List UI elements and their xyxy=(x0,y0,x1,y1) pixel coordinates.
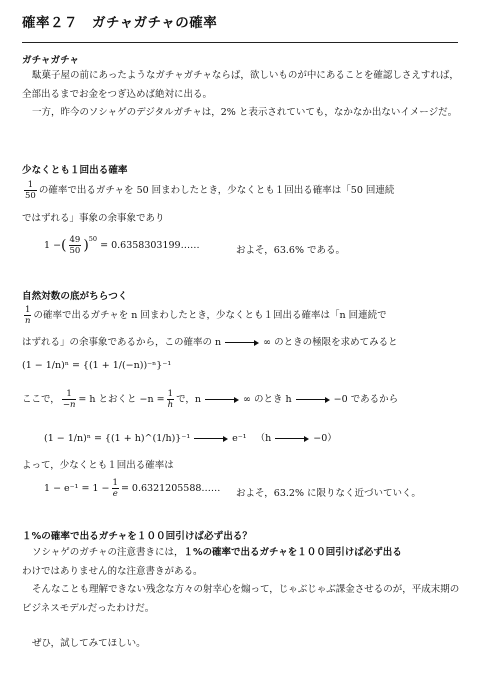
arrow-icon xyxy=(225,340,259,346)
equation-limit-1: (1 − 1/n)ⁿ = {(1 + 1/(−n))⁻ⁿ}⁻¹ xyxy=(22,360,172,371)
paragraph-complement: ではずれる」事象の余事象であり xyxy=(22,213,165,224)
paragraph-fifty-trials: $\frac{1}{50}$ の確率で出るガチャを 50 回まわしたとき，少なくとも１回出る確率は「50 回連続 xyxy=(25,180,395,201)
paragraph-substitution: ここで， $\frac{1}{-n}$ = h とおくと −n = $\frac{1}{h}$ で，n ∞ のとき h −0 であるから xyxy=(22,389,399,410)
equation-fifty: 1 −( $\frac{49}{50}$ )$^{50}$ = 0.6358303199…… xyxy=(44,235,200,256)
equation-result: 1 − e⁻¹ = 1 − $\frac{1}{e}$ = 0.6321205588…… xyxy=(44,478,221,499)
arrow-icon xyxy=(205,397,239,403)
approx-63-2: およそ，63.2% に限りなく近づいていく。 xyxy=(236,488,421,499)
paragraph-business-model: そんなことも理解できない残念な方々の射幸心を煽って，じゃぶじゃぶ課金させるのが，平成末期のビジネスモデルだったわけだ。 xyxy=(22,584,460,614)
arrow-icon xyxy=(296,397,330,403)
heading-one-percent: １%の確率で出るガチャを１００回引けば必ず出る？ xyxy=(22,531,252,542)
arrow-icon xyxy=(275,436,309,442)
fraction-one-fiftieth: $\frac{1}{50}$ xyxy=(25,180,36,201)
paragraph-n-trials: $\frac{1}{n}$ の確率で出るガチャを n 回まわしたとき，少なくとも１回出る確率は「n 回連続で xyxy=(25,305,387,326)
fraction-one-over-n: $\frac{1}{n}$ xyxy=(25,305,31,326)
title-rule xyxy=(22,42,458,43)
heading-gacha: ガチャガチャ xyxy=(22,55,79,66)
arrow-icon xyxy=(194,436,228,442)
approx-63-6: およそ，63.6% である。 xyxy=(236,245,346,256)
paragraph-therefore: よって，少なくとも１回出る確率は xyxy=(22,460,174,471)
page-title: 確率２７ ガチャガチャの確率 xyxy=(22,15,218,31)
paragraph-limit: はずれる」の余事象であるから，この確率の n ∞ のときの極限を求めてみると xyxy=(22,337,398,348)
equation-limit-2: (1 − 1/n)ⁿ = {(1 + h)^(1/h)}⁻¹ e⁻¹ （h −0） xyxy=(44,433,337,444)
paragraph-notice-2: わけではありません的な注意書きがある。 xyxy=(22,566,203,577)
heading-at-least-once: 少なくとも１回出る確率 xyxy=(22,165,128,176)
paragraph-digital-gacha: 一方，昨今のソシャゲのデジタルガチャは，2% と表示されていても，なかなか出ないイメージだ。 xyxy=(32,107,458,118)
heading-natural-log: 自然対数の底がちらつく xyxy=(22,291,128,302)
paragraph-notice: ソシャゲのガチャの注意書きには，１%の確率で出るガチャを１００回引けば必ず出る xyxy=(32,547,402,558)
paragraph-dagashiya: 駄菓子屋の前にあったようなガチャガチャならば，欲しいものが中にあることを確認しさえすれば，全部出るまでお金をつぎ込めば絶対に出る。 xyxy=(22,70,459,100)
paragraph-closing: ぜひ，試してみてほしい。 xyxy=(32,638,146,649)
